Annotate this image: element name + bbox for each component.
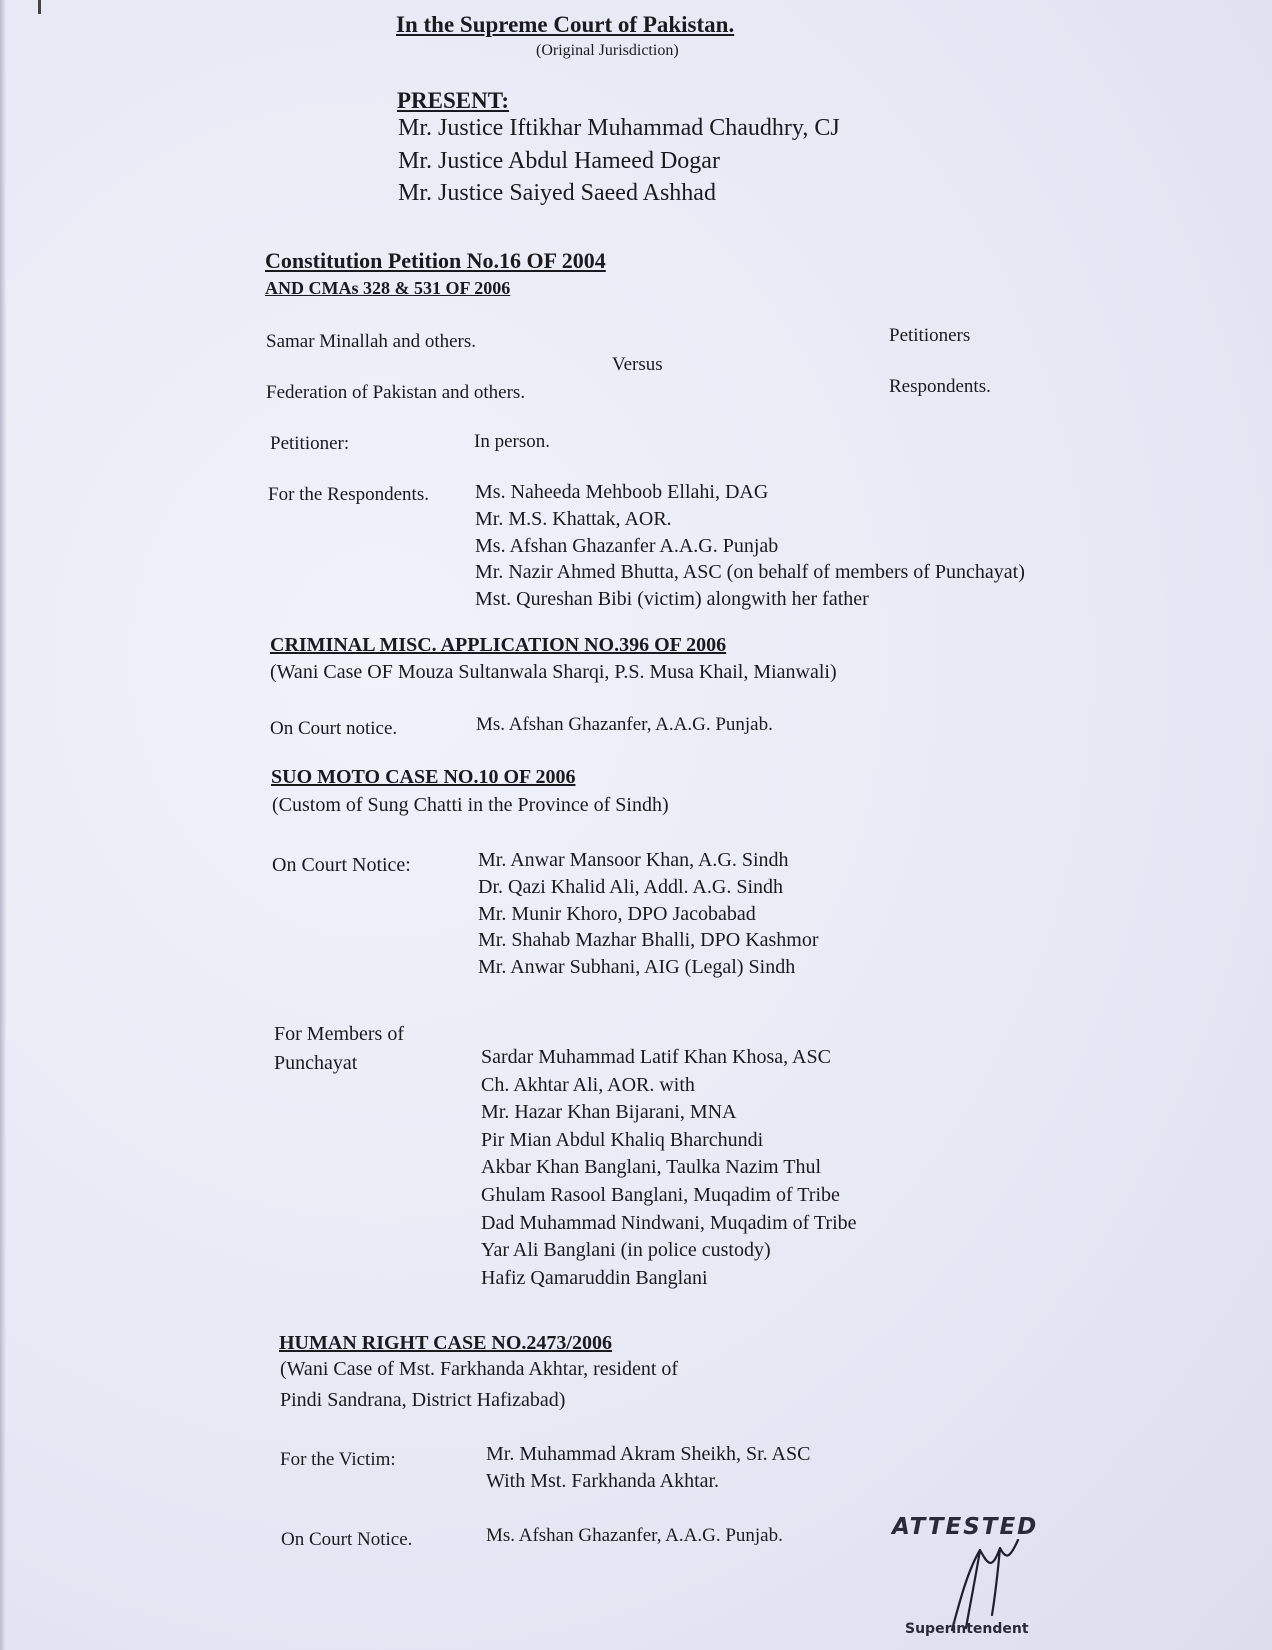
judge-1: Mr. Justice Iftikhar Muhammad Chaudhry, CJ — [398, 115, 840, 141]
suo-moto-notice-5: Mr. Anwar Subhani, AIG (Legal) Sindh — [478, 956, 796, 979]
member-8: Yar Ali Banglani (in police custody) — [481, 1239, 771, 1262]
court-title: In the Supreme Court of Pakistan. — [396, 12, 735, 37]
criminal-misc-description: (Wani Case OF Mouza Sultanwala Sharqi, P.S. Musa Khail, Mianwali) — [270, 661, 837, 683]
suo-moto-description: (Custom of Sung Chatti in the Province of Sindh) — [272, 794, 669, 816]
suo-moto-notice-4: Mr. Shahab Mazhar Bhalli, DPO Kashmor — [478, 929, 819, 952]
attested-stamp: ATTESTED — [892, 1514, 1039, 1540]
members-label-line-1: For Members of — [274, 1023, 404, 1045]
human-right-title: HUMAN RIGHT CASE NO.2473/2006 — [279, 1332, 612, 1354]
judge-3: Mr. Justice Saiyed Saeed Ashhad — [398, 180, 716, 206]
suo-moto-title: SUO MOTO CASE NO.10 OF 2006 — [271, 766, 576, 788]
punch-mark — [38, 0, 41, 14]
superintendent-label: Superintendent — [905, 1621, 1029, 1637]
petitioner-value: In person. — [474, 431, 550, 452]
judge-2: Mr. Justice Abdul Hameed Dogar — [398, 148, 720, 174]
victim-counsel-2: With Mst. Farkhanda Akhtar. — [486, 1470, 720, 1492]
present-heading: PRESENT: — [397, 88, 510, 113]
criminal-misc-title: CRIMINAL MISC. APPLICATION NO.396 OF 2006 — [270, 634, 727, 656]
respondents-counsel-list — [475, 479, 1025, 613]
criminal-misc-notice-label: On Court notice. — [270, 718, 398, 739]
human-right-notice-label: On Court Notice. — [281, 1529, 413, 1550]
suo-moto-notice-3: Mr. Munir Khoro, DPO Jacobabad — [478, 902, 756, 925]
member-1: Sardar Muhammad Latif Khan Khosa, ASC — [481, 1046, 831, 1068]
member-4: Pir Mian Abdul Khaliq Bharchundi — [481, 1128, 764, 1151]
versus-label: Versus — [612, 354, 663, 375]
petition-subtitle: AND CMAs 328 & 531 OF 2006 — [265, 278, 511, 298]
member-3: Mr. Hazar Khan Bijarani, MNA — [481, 1101, 737, 1124]
suo-moto-notice-2: Dr. Qazi Khalid Ali, Addl. A.G. Sindh — [478, 875, 783, 898]
member-9: Hafiz Qamaruddin Banglani — [481, 1266, 708, 1289]
respondent-party: Federation of Pakistan and others. — [266, 382, 526, 403]
member-6: Ghulam Rasool Banglani, Muqadim of Tribe — [481, 1183, 840, 1206]
suo-moto-notice-list — [478, 847, 819, 981]
suo-moto-notice-label: On Court Notice: — [272, 854, 411, 876]
respondent-counsel-1: Ms. Naheeda Mehboob Ellahi, DAG — [475, 481, 769, 503]
victim-counsel-1: Mr. Muhammad Akram Sheikh, Sr. ASC — [486, 1443, 811, 1465]
respondent-counsel-5: Mst. Qureshan Bibi (victim) alongwith her father — [475, 588, 869, 611]
petitioner-label: Petitioner: — [270, 433, 350, 454]
petition-title: Constitution Petition No.16 OF 2004 — [265, 248, 606, 273]
members-list — [481, 1044, 857, 1292]
member-7: Dad Muhammad Nindwani, Muqadim of Tribe — [481, 1211, 857, 1234]
criminal-misc-notice-value: Ms. Afshan Ghazanfer, A.A.G. Punjab. — [476, 714, 773, 735]
member-2: Ch. Akhtar Ali, AOR. with — [481, 1073, 695, 1096]
respondent-counsel-3: Ms. Afshan Ghazanfer A.A.G. Punjab — [475, 534, 779, 557]
human-right-description-1: (Wani Case of Mst. Farkhanda Akhtar, resident of — [280, 1358, 679, 1380]
petitioner-party: Samar Minallah and others. — [266, 331, 477, 352]
human-right-description-2: Pindi Sandrana, District Hafizabad) — [280, 1389, 566, 1411]
respondent-counsel-2: Mr. M.S. Khattak, AOR. — [475, 507, 672, 530]
jurisdiction-label: (Original Jurisdiction) — [536, 42, 679, 59]
respondents-label: For the Respondents. — [268, 484, 429, 505]
member-5: Akbar Khan Banglani, Taulka Nazim Thul — [481, 1156, 821, 1179]
victim-label: For the Victim: — [280, 1449, 396, 1470]
left-edge-shadow — [0, 0, 6, 1650]
respondent-counsel-4: Mr. Nazir Ahmed Bhutta, ASC (on behalf of members of Punchayat) — [475, 561, 1025, 584]
suo-moto-notice-1: Mr. Anwar Mansoor Khan, A.G. Sindh — [478, 849, 789, 871]
respondent-role: Respondents. — [889, 376, 991, 397]
human-right-notice-value: Ms. Afshan Ghazanfer, A.A.G. Punjab. — [486, 1525, 783, 1546]
members-label-line-2: Punchayat — [274, 1052, 358, 1074]
petitioner-role: Petitioners — [889, 325, 971, 346]
